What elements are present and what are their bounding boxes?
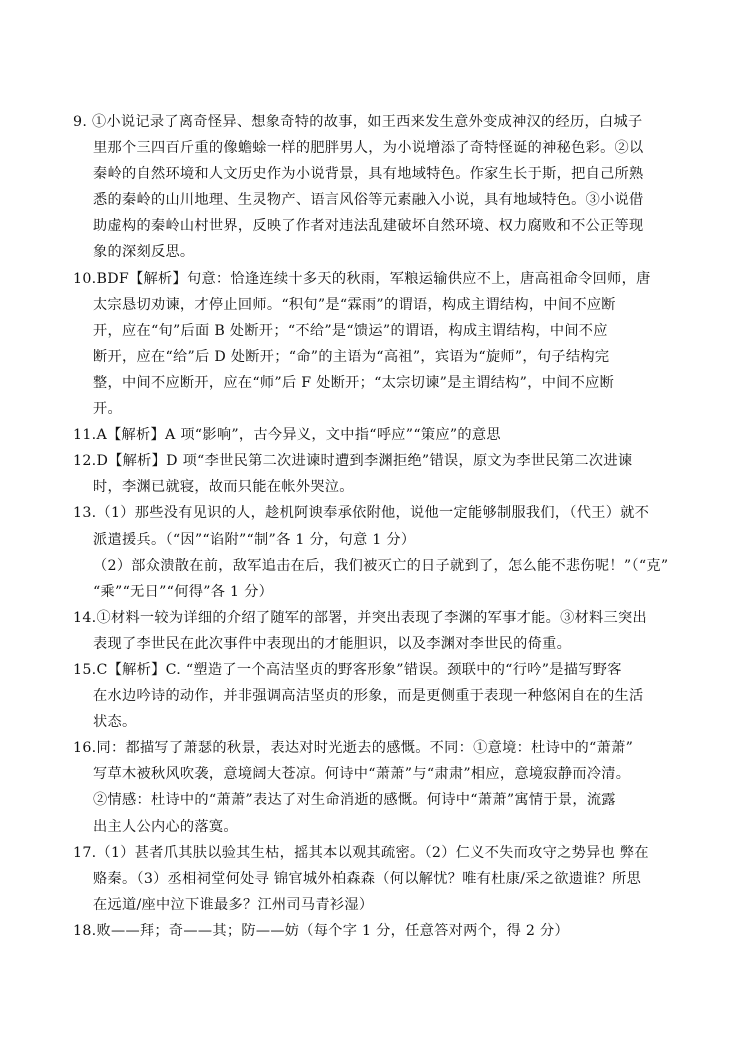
answer-17 — [73, 840, 678, 918]
text-line: 16.同：都描写了萧瑟的秋景，表达对时光逝去的感慨。不同：①意境：杜诗中的“萧萧” — [73, 740, 634, 757]
text-line: 助虚构的秦岭山村世界，反映了作者对违法乱建破坏自然环境、权力腐败和不公正等现 — [93, 218, 644, 235]
text-line: 9. ①小说记录了离奇怪异、想象奇特的故事，如王西来发生意外变成神汉的经历，白城子 — [73, 114, 643, 130]
text-line: 在远道/座中泣下谁最多？江州司马青衫湿） — [93, 896, 374, 913]
text-line: 秦岭的自然环境和人文历史作为小说背景，具有地域特色。作家生长于斯，把自己所熟 — [93, 166, 644, 183]
text-line: 状态。 — [93, 714, 137, 731]
text-line: 表现了李世民在此次事件中表现出的才能胆识，以及李渊对李世民的倚重。 — [93, 635, 572, 652]
answer-15 — [73, 657, 678, 735]
text-line: 开，应在“旬”后面 B 处断开；“不给”是“馈运”的谓语，构成主谓结构，中间不应 — [93, 322, 608, 339]
text-line: ②情感：杜诗中的“萧萧”表达了对生命消逝的感慨。何诗中“萧萧”寓情于景，流露 — [93, 792, 616, 809]
text-line: 15.C【解析】C. “塑造了一个高洁坚贞的野客形象”错误。颈联中的“行吟”是描写野客 — [73, 661, 622, 678]
text-line: 11.A【解析】A 项“影响”，古今异义，文中指“呼应”“策应”的意思 — [73, 427, 501, 444]
text-line: 13.（1）那些没有见识的人，趁机阿谀奉承依附他，说他一定能够制服我们，（代王）就不 — [73, 505, 650, 522]
text-line: 10.BDF【解析】句意：恰逢连续十多天的秋雨，军粮运输供应不上，唐高祖命令回师，唐 — [73, 270, 651, 287]
text-line: 写草木被秋风吹袭，意境阔大苍凉。何诗中“萧萧”与“肃肃”相应，意境寂静而冷清。 — [93, 766, 631, 783]
answer-12 — [73, 448, 678, 500]
text-line: 14.①材料一较为详细的介绍了随军的部署，并突出表现了李渊的军事才能。③材料三突出 — [73, 609, 647, 626]
text-line: 悉的秦岭的山川地理、生灵物产、语言风俗等元素融入小说，具有地域特色。③小说借 — [93, 192, 644, 209]
answer-16 — [73, 735, 678, 839]
text-line: 时，李渊已就寝，故而只能在帐外哭泣。 — [93, 479, 354, 496]
answer-key — [73, 109, 678, 944]
text-line: 里那个三四百斤重的像蟾蜍一样的肥胖男人，为小说增添了奇特怪诞的神秘色彩。②以 — [93, 140, 644, 157]
text-line: “乘”“无日”“何得”各 1 分） — [93, 583, 274, 600]
text-line: 出主人公内心的落寞。 — [93, 818, 238, 835]
text-line: 断开，应在“给”后 D 处断开；“命”的主语为“高祖”，宾语为“旋师”，句子结构完 — [93, 348, 610, 365]
text-line: 12.D【解析】D 项“李世民第二次进谏时遭到李渊拒绝”错误，原文为李世民第二次进谏 — [73, 453, 633, 470]
answer-10 — [73, 266, 678, 423]
text-line: 在水边吟诗的动作，并非强调高洁坚贞的形象，而是更侧重于表现一种悠闲自在的生活 — [93, 688, 644, 705]
answer-13 — [73, 500, 678, 604]
answer-14 — [73, 605, 678, 657]
text-line: 17.（1）甚者爪其肤以验其生枯，摇其本以观其疏密。（2）仁义不失而攻守之势异也 弊在 — [73, 844, 649, 861]
text-line: 派遣援兵。（“因”“谄附”“制”各 1 分，句意 1 分） — [93, 531, 416, 548]
text-line: 赂秦。（3）丞相祠堂何处寻 锦官城外柏森森（何以解忧？唯有杜康/采之欲遗谁？所思 — [93, 870, 642, 887]
text-line: 太宗恳切劝谏，才停止回师。“积旬”是“霖雨”的谓语，构成主谓结构，中间不应断 — [93, 296, 616, 313]
answer-18 — [73, 918, 678, 944]
answer-9 — [73, 109, 678, 266]
answer-11 — [73, 422, 678, 448]
text-line: （2）部众溃散在前，敌军追击在后，我们被灭亡的日子就到了，怎么能不悲伤呢！”（“克” — [93, 557, 669, 574]
text-line: 开。 — [93, 401, 122, 418]
text-line: 18.败——拜；奇——其；防——妨（每个字 1 分，任意答对两个，得 2 分） — [73, 922, 569, 939]
text-line: 整，中间不应断开，应在“师”后 F 处断开；“太宗切谏”是主谓结构”，中间不应断 — [93, 374, 615, 391]
text-line: 象的深刻反思。 — [93, 244, 195, 261]
